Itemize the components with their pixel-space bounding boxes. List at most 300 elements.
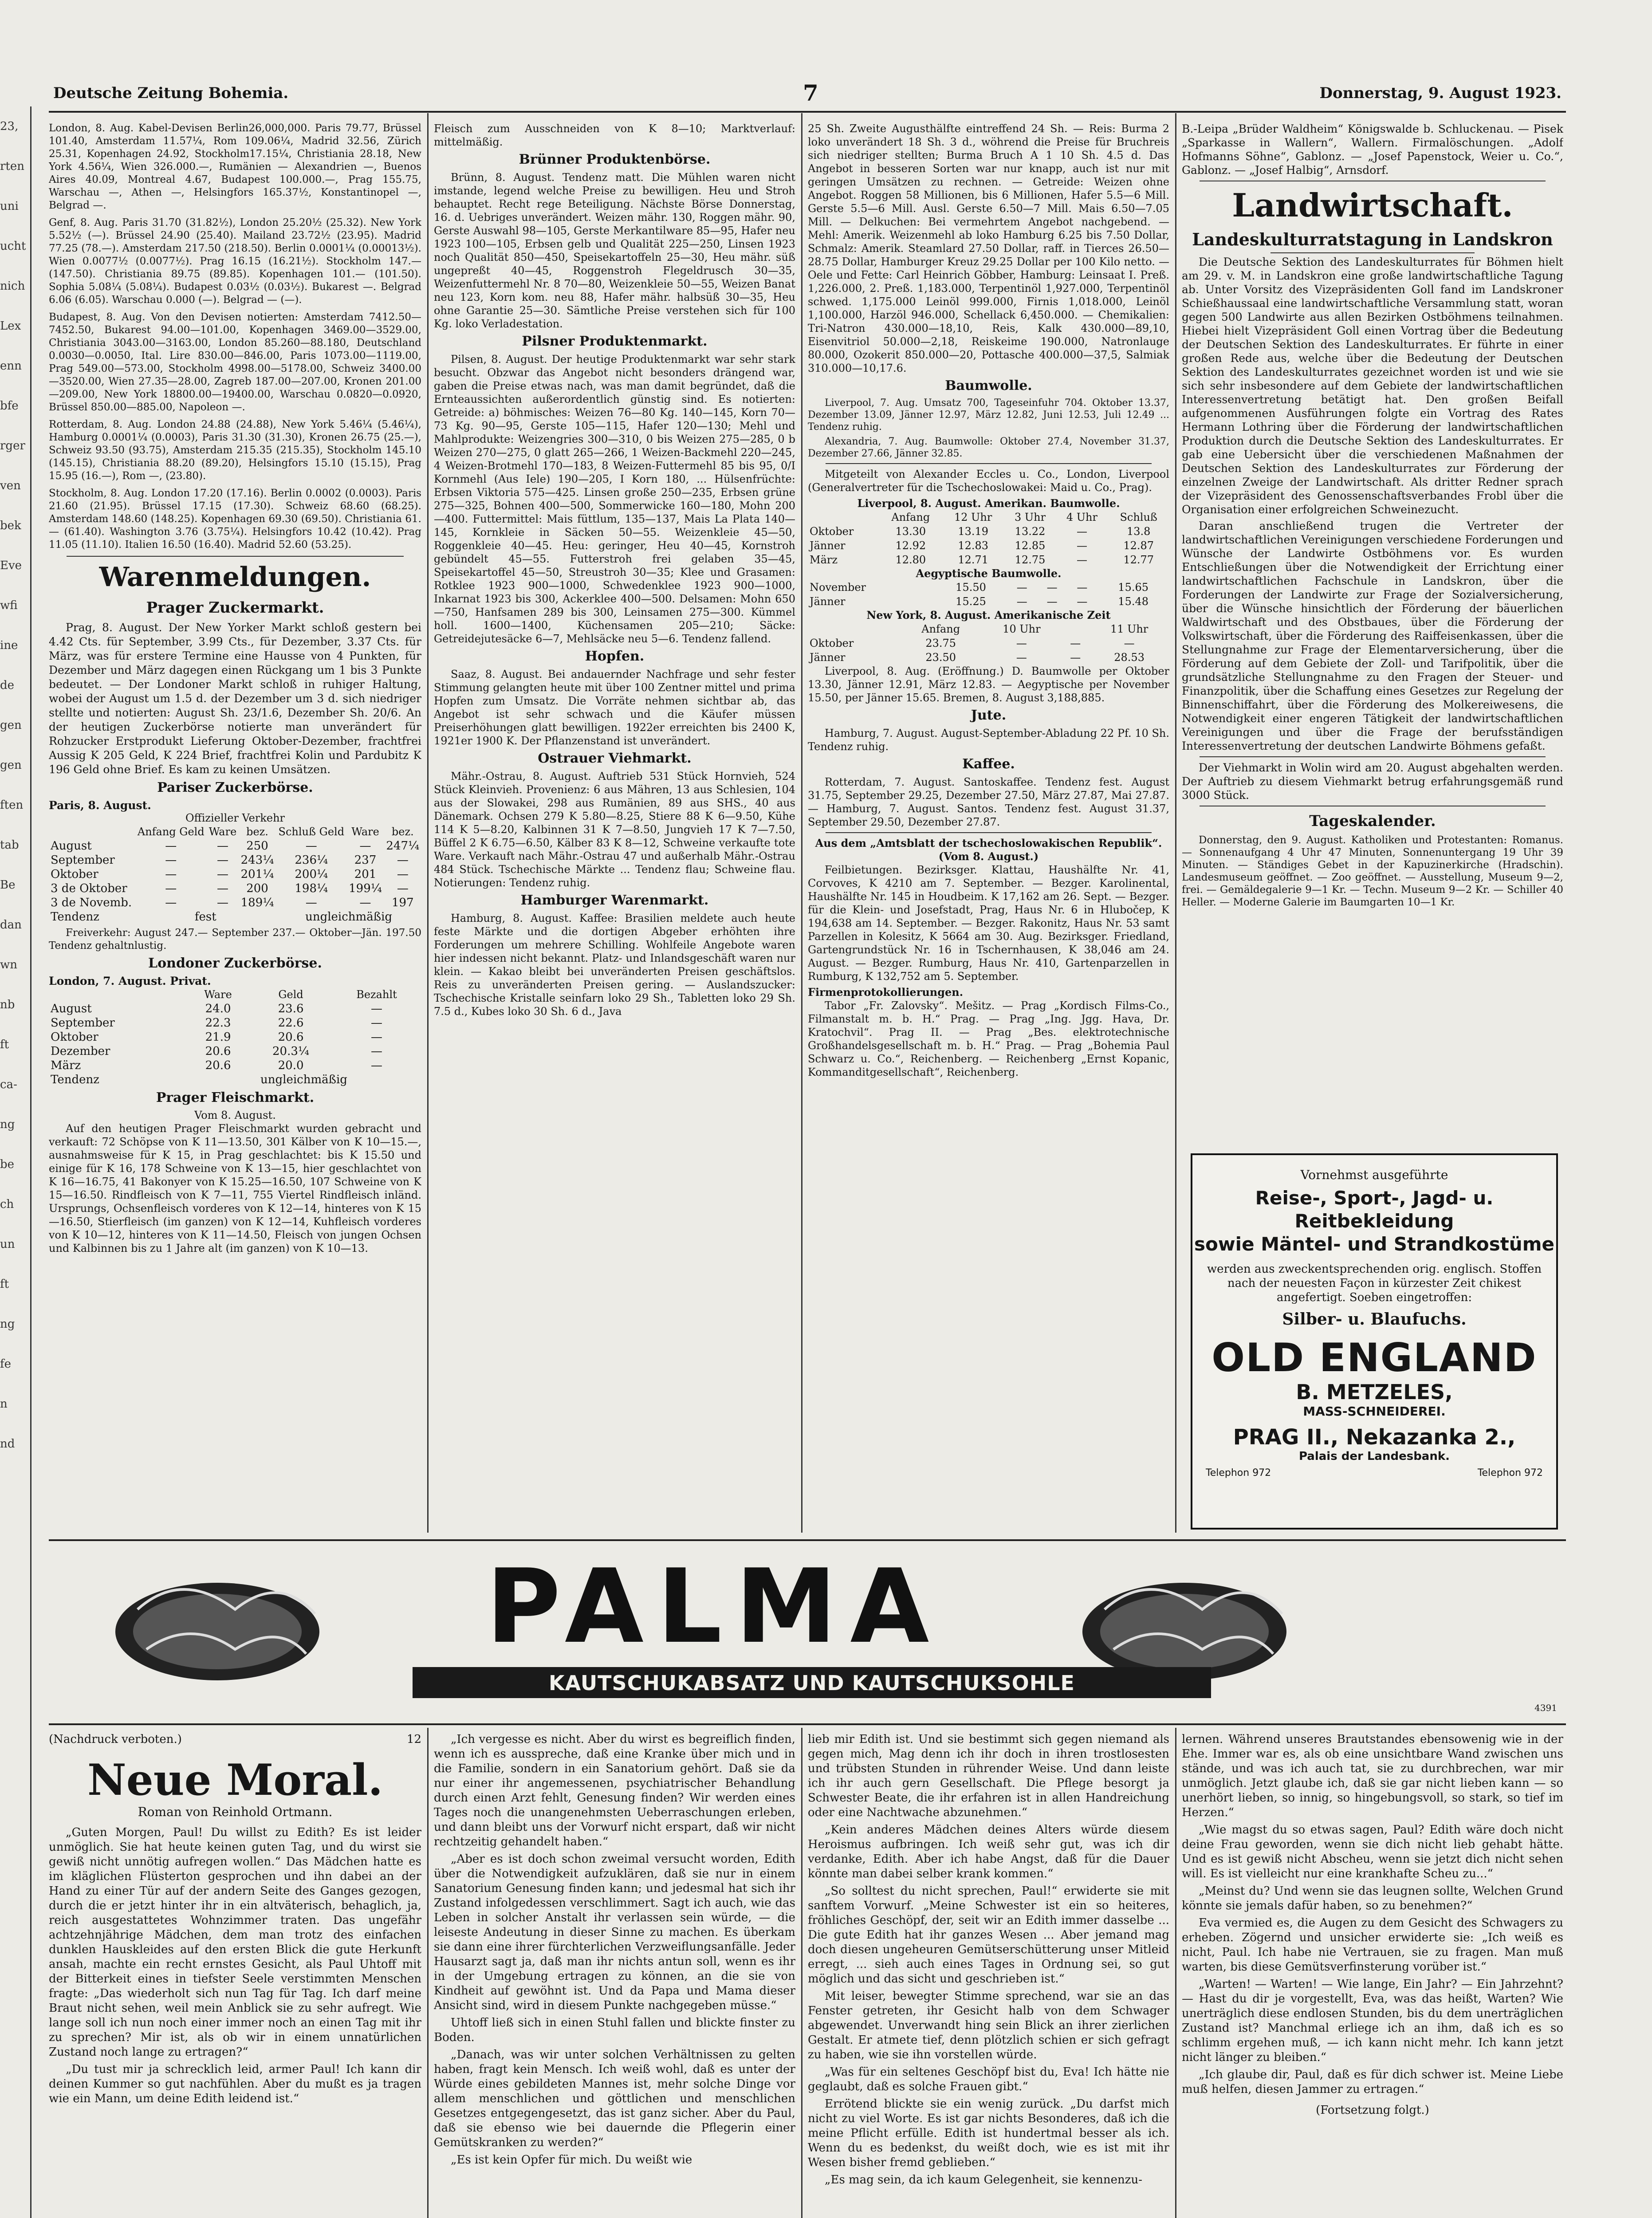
serial-paragraph: „Guten Morgen, Paul! Du willst zu Edith? Es ist leider unmöglich. Sie hat heute keinen guten Tag, und du wirst sie gewiß nicht unnötig aufregen wollen.“ Das Mädchen hatte es im kläglichen Flüsterton gesprochen und ihn dabei an der Hand zu einer Tür auf der andern Seite des Ganges gezogen, durch die er jetzt hinter ihr in ein altväterisch, behaglich, ja, reich ausgestattetes Wohnzimmer traten. Das ungefähr achtzehnjährige Mädchen, dem man trotz des einfachen dunklen Hauskleides auf den ersten Blick die gute Herkunft ansah, machte ein recht ernstes Gesicht, als Paul Uhtoff mit der Bitterkeit eines in tiefster Seele verstimmten Menschen fragte: „Das wiederholt sich nun Tag für Tag. Ich darf meine Braut nicht sehen, weil mein Anblick sie zu sehr aufregt. Wie lange soll ich nun noch einer immer noch an einen Tag mit ihr zu sprechen? Mir ist, als ob wir in einem unnatürlichen Zustand noch lange zu ertragen?“ [49,1826,421,2059]
cell: 21.9 [205,1030,231,1044]
cell: — [216,868,228,881]
serial-paragraph: Uhtoff ließ sich in einen Stuhl fallen und blickte finster zu Boden. [434,2016,795,2044]
margin-fragment: fe [0,1357,12,1371]
table-header: Anfang [891,511,930,523]
table-header: 12 Uhr [954,511,992,523]
cell: 15.50 [956,581,986,594]
cell: — [359,839,371,853]
jute-heading: Jute. [971,708,1007,723]
firmen-heading: Firmenprotokollierungen. [808,986,964,999]
cell: Tendenz [51,1073,99,1086]
table-row [49,853,421,867]
cell: — [397,853,409,867]
margin-fragment: bek [0,519,21,532]
cell: — [370,1002,382,1015]
ad-headline: Reise-, Sport-, Jagd- u. Reitbekleidung [1255,1187,1494,1232]
ad-owner: B. METZELES, [1296,1380,1453,1404]
serial-paragraph: „So solltest du nicht sprechen, Paul!“ erwiderte sie mit sanftem Vorwurf. „Meine Schwester ist ein so heiteres, fröhliches Geschöpf, der, seit wir an Edith immer dasselbe ... Die gute Edith hat ihr ganzes Wesen ... Aber jemand mag doch diesen ungeheuren Gemütserschütterung unser Mitleid erregt, ... sieh auch eines Tages in Ordnung sei, so gut möglich und das sicht und geschrieben ist.“ [808,1884,1169,1986]
cell: — [1016,581,1027,594]
margin-fragment: 23, [0,120,19,133]
cell: 15.65 [1118,581,1149,594]
column-rule [427,1728,429,2218]
table-header: 10 Uhr [1003,623,1041,635]
cell: — [1076,539,1087,552]
cell: — [1077,581,1088,594]
table-header [808,510,879,524]
cell: 237 [354,853,377,867]
table-header [49,987,186,1002]
newyork-cotton-table [808,622,1169,665]
cell: 12.87 [1123,539,1154,552]
banner-top-rule [49,1539,1566,1541]
cell: Oktober [51,1030,98,1044]
ad-intro: Vornehmst ausgeführte [1300,1168,1448,1182]
cell: — [1046,581,1058,594]
serial-column-4 [1182,1732,1563,2218]
serial-paragraph: „Was für ein seltenes Geschöpf bist du, Eva! Ich hätte nie geglaubt, daß es solche Frauen gibt.“ [808,2065,1169,2093]
jute-text: Hamburg, 7. August. August-September-Abladung 22 Pf. 10 Sh. Tendenz ruhig. [808,727,1169,753]
cell: — [1070,637,1081,649]
table-row [808,580,1169,594]
section-divider [826,832,1152,833]
margin-fragment: wfi [0,599,18,612]
cell: 201¼ [240,868,274,881]
serial-paragraph: „Ich vergesse es nicht. Aber du wirst es begreiflich finden, wenn ich es ausspreche, daß eine Kranke über mich und in die Familie, sondern in ein Sanatorium gehört. Daß sie da nur einer ihr angemessenen, psychiatrischer Behandlung durch einen Arzt fehlt, Genesung finden? Wir werden eines Tages noch die unangenehmsten Ueberraschungen erleben, und dann bleibt uns der Vorwurf nicht erspart, daß wir nicht rechtzeitig gehandelt haben.“ [434,1733,795,1848]
table-header: Bezahlt [356,988,397,1001]
palm-left-icon [115,1583,319,1680]
ostrau-heading: Ostrauer Viehmarkt. [538,751,692,766]
amtsblatt-heading: Aus dem „Amtsblatt der tschechoslowakischen Republik“. (Vom 8. August.) [815,837,1162,863]
firmen-text: Tabor „Fr. Zalovsky“. Mešitz. — Prag „Kordisch Films-Co., Filmanstalt m. b. H.“ Prag. — Prag „Ing. Jgg. Hava, Dr. Kratochvil“. Prag II. — Prag „Bes. elektrotechnische Großhandelsgesellschaft m. b. H.“ Prag. — Prag „Bohemia Paul Schwarz u. Co.“, Reichenberg. — Reichenberg „Ernst Kopanic, Kommanditgesellschaft“, Reichenberg. [808,999,1169,1078]
commodities-column [808,122,1169,1546]
serial-column-1 [49,1732,421,2218]
cell: 12.80 [895,554,926,566]
cell: — [1124,637,1135,649]
margin-fragment: nb [0,998,15,1011]
boerse-report: Budapest, 8. Aug. Von den Devisen notierten: Amsterdam 7412.50—7452.50, Bukarest 94.00—101.00, Kopenhagen 3469.00—3529.00, Christiania 3043.00—3163.00, London 85.260—88.180, Deutschland 0.0030—0.0050, Ital. Lire 830.00—846.00, Paris 1073.00—1119.00, Prag 549.00—573.00, Stockholm 4998.00—5178.00, Schweiz 3400.00—3520.00, Wien 27.35—28.00, Zagreb 187.00—207.00, Kronen 201.00—209.00, New York 18800.00—19400.00, Warschau 0.0820—0.0920, Brüssel 850.00—885.00, Napoleon —. [49,311,421,413]
bruenner-heading: Brünner Produktenbörse. [519,152,711,167]
margin-fragment: gen [0,719,22,732]
serial-paragraph: „Warten! — Warten! — Wie lange, Ein Jahr? — Ein Jahrzehnt? — Hast du dir je vorgestellt, Eva, was das heißt, Warten? Wie unerträglich diese endlosen Stunden, bis du dem unerträglichen Zustand ist? Manchmal erliege ich an ihm, daß ich es so schlimm ergehen muß, — ich kann nicht mehr. Ich kann jetzt nicht länger zu bleiben.“ [1182,1978,1563,2064]
cell: 12.75 [1015,554,1046,566]
boerse-report: Genf, 8. Aug. Paris 31.70 (31.82½), London 25.20½ (25.32). New York 5.52½ (—). Brüssel 24.90 (25.40). Mailand 23.72½ (23.95). Madrid 77.25 (78.—). Amsterdam 217.50 (218.50). Berlin 0.0001¼ (0.00013½). Wien 0.0077½ (0.0077½). Prag 16.15 (16.21½). Stockholm 147.— (147.50). Christiania 89.75 (89.85). Kopenhagen 101.— (101.50). Sophia 5.08¼ (5.08¼). Budapest 0.03½ (0.03½). Bukarest —. Belgrad 6.06 (6.05). Warschau 0.000 (—). Belgrad — (—). [49,217,421,306]
serial-paragraph: Errötend blickte sie ein wenig zurück. „Du darfst mich nicht zu viel Worte. Es ist gar nichts Besonderes, daß ich die meine Pflicht erfülle. Edith ist hundertmal besser als ich. Wenn du es bedenkst, du weißt doch, wie es ist mit ihr Wesen bisher fremd geblieben.“ [808,2097,1169,2169]
palma-logo: PALMA [486,1548,943,1666]
hopfen-heading: Hopfen. [585,649,645,664]
intro-text: Fleisch zum Ausschneiden von K 8—10; Marktverlauf: mittelmäßig. [434,122,795,148]
cell: — [1070,651,1081,664]
newyork-heading: New York, 8. August. Amerikanische Zeit [866,609,1111,621]
cell: 20.0 [278,1059,304,1072]
margin-fragment: be [0,1158,15,1171]
column-rule [801,113,802,1533]
margin-fragment: gen [0,759,22,772]
margin-fragment: ng [0,1317,15,1331]
cell: 250 [246,839,268,853]
margin-fold-line [30,106,31,2218]
ad-address: PRAG II., Nekazanka 2., [1233,1425,1516,1450]
cell: September [51,853,115,867]
hamburg-continued: 25 Sh. Zweite Augusthälfte eintreffend 24 Sh. — Reis: Burma 2 loko unverändert 18 Sh. 3 d., wöhrend die Preise für Bruchreis sich niedriger stellten; Burma Bruch A 1 10 Sh. 4.5 d. Das Angebot in besseren Sorten war nur knapp, auch ist nur mit geringen Umsätzen zu rechnen. — Getreide: Weizen ohne Angebot. Roggen 58 Millionen, bis 6 Millionen, Hafer 5.5—6 Mill. Gerste 5.5—6 Mill. Ausl. Gerste 6.50—7 Mill. Mais 6.50—7.05 Mill. — Delkuchen: Bei vermehrtem Angebot nachgebend. — Mehl: Amerik. Weizenmehl ab loko Hamburg 6.25 bis 7.50 Dollar, Schmalz: Amerik. Steamlard 27.50 Dollar, raff. in Tierces 26.50—28.75 Dollar, Hamburger Kreuz 29.25 Dollar per 100 Kilo netto. — Oele und Fette: Carl Heinrich Göbber, Hamburg: Leinsaat I. Preß. 1,226.000, 2. Preß. 1,183.000, Terpentinöl 1,927.000, Terpentinöl schwed. 1,175.000 Leinöl 999.000, Firnis 1,018.000, Leinöl 1,100.000, Harzöl 946.000, Schellack 6,450.000. — Chemikalien: Tri-Natron 430.000—18,10, Reis, Kalk 430.000—89,10, Eisenvitriol 50.000—2,18, Reiskeime 190.000, Natronlauge 80.000, Ozokerit 850.000—20, Pottasche 400.000—37,5, Salmiak 310.000—10,17.6. [808,122,1169,374]
left-margin-strip [0,106,27,1526]
newspaper-name: Deutsche Zeitung Bohemia. [53,84,289,102]
cell: — [370,1030,382,1044]
cell: 247¼ [386,839,420,853]
table-row [49,1002,421,1016]
cell: 3 de Oktober [51,882,127,895]
table-header [49,825,135,839]
serial-paragraph: Eva vermied es, die Augen zu dem Gesicht des Schwagers zu erheben. Zögernd und unsicher erwiderte sie: „Ich weiß es nicht, Paul. Ich habe nie Vertrauen, sie zu fragen. Man muß warten, bis diese Gemütsverfinsterung vorüber ist.“ [1182,1916,1563,1974]
serial-paragraph: lernen. Während unseres Brautstandes ebensowenig wie in der Ehe. Immer war es, als ob eine unsichtbare Wand zwischen uns stände, und was ich auch tat, sie zu durchbrechen, war mir unmöglich. Jetzt glaube ich, daß sie gar nicht lieben kann — so unerhört lieben, so innig, so hingebungsvoll, so stark, so tief im Herzen.“ [1182,1733,1563,1819]
london-dateline: London, 7. August. Privat. [49,975,211,987]
pariser-heading: Pariser Zuckerbörse. [157,780,313,795]
serial-paragraph: „Ich glaube dir, Paul, daß es für dich schwer ist. Meine Liebe muß helfen, diesen Jammer zu ertragen.“ [1182,2068,1563,2096]
margin-fragment: ucht [0,240,26,253]
table-row [49,1073,421,1087]
cell: 24.0 [205,1002,231,1015]
aegypt-heading: Aegyptische Baumwolle. [916,567,1062,580]
kaffee-text: Rotterdam, 7. August. Santoskaffee. Tendenz fest. August 31.75, September 29.25, Dezember 27.50, März 27.87, Mai 27.87. — Hamburg, 7. August. Santos. Tendenz fest. August 31.37, September 29.50, Dezember 27.87. [808,776,1169,828]
cell: November [810,581,866,594]
cell: — [1016,637,1027,649]
margin-fragment: ft [0,1278,9,1291]
palma-banner[interactable] [49,1543,1566,1720]
fleisch-text: Auf den heutigen Prager Fleischmarkt wurden gebracht und verkauft: 72 Schöpse von K 11—13.50, 301 Kälber von K 10—15.—, ausnahmsweise für K 15, in Prag geschlachtet: bis K 15.50 und einige für K 16, 178 Schweine von K 13—15, hier geschlachtet von K 16—16.75, 41 Bakonyer von K 15.25—16.50, 107 Schweine von K 15—16.50. Rindfleisch von K 7—11, 755 Viertel Rindfleisch inländ. Ursprungs, Ochsenfleisch vorderes von K 12—14, hinteres von K 15—16.50, Stierfleisch (im ganzen) von K 12—14, Kuhfleisch vorderes von K 10—12, hinteres von K 11—14.50, Fleisch von jungen Ochsen und Kalbinnen bis zu 1 Jahre alt (im ganzen) von K 10—13. [49,1122,421,1255]
market-reports-column [49,122,421,1546]
alexandria-report: Alexandria, 7. Aug. Baumwolle: Oktober 27.4, November 31.37, Dezember 27.66, Jänner 32.85. [808,436,1169,459]
section-divider [826,463,1152,464]
margin-fragment: un [0,1238,15,1251]
hamburger-heading: Hamburger Warenmarkt. [520,893,709,908]
margin-fragment: uni [0,200,19,213]
liverpool-cotton-table [808,510,1169,567]
margin-fragment: wn [0,958,17,971]
ad-owner-sub: MASS-SCHNEIDEREI. [1303,1404,1446,1419]
cell: — [165,853,177,867]
cell: — [397,868,409,881]
cell: Jänner [810,651,846,664]
old-england-ad[interactable] [1191,1153,1558,1530]
margin-fragment: ften [0,798,24,812]
cell: 200 [246,882,268,895]
tageskalender-heading: Tageskalender. [1309,812,1436,830]
cell: — [216,853,228,867]
table-header: Ware [204,988,232,1001]
ad-code: 4391 [1534,1703,1557,1713]
margin-fragment: ft [0,1038,9,1051]
margin-fragment: nd [0,1437,15,1451]
table-row [808,650,1169,665]
margin-fragment: ven [0,479,21,492]
cell: 23.75 [925,637,956,649]
cell: 15.48 [1118,595,1149,608]
cell: — [370,1045,382,1058]
margin-fragment: Be [0,878,16,892]
cell: August [51,839,92,853]
agriculture-column [1182,122,1563,1178]
margin-fragment: ch [0,1198,14,1211]
masthead-rule [49,111,1566,113]
margin-fragment: ine [0,639,18,652]
margin-fragment: rten [0,160,25,173]
cell: 13.22 [1015,525,1046,538]
paris-table-heading: Offizieller Verkehr [185,812,285,824]
table-row [49,896,421,910]
table-header: Anfang [921,623,960,635]
cell: August [51,1002,92,1015]
table-row [49,867,421,881]
serial-header [49,1732,421,1747]
table-row [808,553,1169,567]
margin-fragment: rger [0,439,25,452]
table-row [49,1016,421,1030]
cell: ungleichmäßig [260,1073,347,1086]
cell: 20.6 [205,1059,231,1072]
margin-fragment: ca- [0,1078,17,1091]
table-row [49,1030,421,1044]
serial-paragraph: „Danach, was wir unter solchen Verhältnissen zu gelten haben, fragt kein Mensch. Ich weiß wohl, daß es unter der Würde eines gebildeten Mannes ist, mehr solche Dinge vor allem menschlichen und göttlichen und menschlichen Gesetzes entgegengesetzt, das ist ganz sicher. Aber du Paul, daß sie ebenso wie bei dauernde die Pflegerin einer Gemütskranken zu werden?“ [434,2048,795,2149]
cell: 236¼ [295,853,328,867]
cell: Dezember [51,1045,110,1058]
masthead [53,80,1562,109]
cell: 13.30 [895,525,926,538]
table-header: Schluß [1120,511,1157,523]
paris-freiverkehr: Freiverkehr: August 247.— September 237.— Oktober—Jän. 197.50 Tendenz gehaltnlustig. [49,927,421,952]
paris-dateline: Paris, 8. August. [49,799,151,812]
serial-paragraph: „Es ist kein Opfer für mich. Du weißt wie [451,2153,692,2167]
cell: 3 de Novemb. [51,896,132,909]
liverpool-amer-heading: Liverpool, 8. August. Amerikan. Baumwolle. [857,497,1120,510]
issue-date: Donnerstag, 9. August 1923. [1319,84,1562,102]
table-header: 11 Uhr [1110,623,1149,635]
cell: 12.77 [1123,554,1154,566]
cell: — [370,1016,382,1030]
hamburger-text: Hamburg, 8. August. Kaffee: Brasilien meldete auch heute feste Märkte und die dortigen Abgeber erhöhten ihre Forderungen um mehrere Schilling. Wohlfeile Angebote waren hier indessen nicht bekannt. Platz- und Inlandsgeschäft waren nur klein. — Kakao bleibt bei unveränderten Preisen geschäftslos. Reis zu unveränderten Preisen gering. — Auslandszucker: Tschechische Kristalle seinfarn loko 29 Sh., Tabletten loko 29 Sh. 7.5 d., Kubes loko 30 Sh. 6 d., Java [434,912,795,1018]
pilsner-text: Pilsen, 8. August. Der heutige Produktenmarkt war sehr stark besucht. Obzwar das Angebot nicht besonders drängend war, gaben die Preise etwas nach, was man damit begründet, daß die Ernteaussichten außerordentlich günstig sind. Es notierten: Getreide: a) böhmisches: Weizen 76—80 Kg. 140—145, Korn 70—73 Kg. 90—95, Gerste 105—115, Hafer 120—130; Mehl und Mahlprodukte: Weizengries 300—310, 0 bis Weizen 275—285, 0 b Weizen 270—275, 0 glatt 265—266, 1 Weizen-Backmehl 220—245, 4 Weizen-Brotmehl 170—183, 8 Weizen-Futtermehl 85 bis 95, 0/I Kornmehl (Aus Iele) 190—205, I Korn 180, ... Hülsenfrüchte: Erbsen Viktoria 575—425. Linsen große 250—235, Erbsen grüne 275—325, Bohnen 400—500, Sommerwicke 160—180, Mohn 200—400. Futtermittel: Mais füttlum, 135—137, Mais La Plata 140—145, Kornkleie in Säcken 50—55. Weizenkleie 45—50, Roggenkleie 40—45. Heu: geringer, Heu 40—45, Kornstroh gebündelt 45—55. Futterstroh frei gelaben 35—45, Speisekartoffel 45—50, Streustroh 30—35; Klee und Grasamen: Rotklee 1923 900—1000, Schwedenklee 1923 900—1000, Inkarnat 1923 bis 300, Ackerklee 400—500. Delsamen: Mohn 650—750, Hanfsamen 289 bis 300, Leinsamen 275—300. Kümmel holl. 1600—1400, Küchensamen 205—210; Säcke: Getreidejutesäcke 6—7, Mehlsäcke neu 5—6. Tendenz fallend. [434,353,795,645]
table-header: 3 Uhr [1015,511,1046,523]
amtsblatt-text: Feilbietungen. Bezirksger. Klattau, Haushälfte Nr. 41, Corvoves, K 4210 am 7. September. — Bezger. Karolinental, Haushälfte Nr. 145 in Houdbeim. K 17,162 am 26. Sept. — Bezger. für die Klein- und Josefstadt, Prag, Haus Nr. 6 in Hlubočep, K 194,638 am 14. September. — Bezger. Rakonitz, Haus Nr. 53 samt Parzellen in Kolesitz, K 5664 am 30. Aug. Bezirksger. Friedland, Gartengrundstück Nr. 16 in Tschernhausen, K 38,046 am 24. August. — Bezger. Rumburg, Haus Nr. 410, Gartenparzellen in Rumburg, K 132,752 am 5. September. [808,864,1169,983]
table-header: Schluß Geld [278,826,345,838]
warenmeldungen-heading: Warenmeldungen. [99,562,371,593]
column-rule [1175,113,1176,1533]
section-divider [1270,252,1475,253]
boerse-report: London, 8. Aug. Kabel-Devisen Berlin26,000,000. Paris 79.77, Brüssel 101.40, Amsterdam 11.57¼, Rom 109.06¼, Madrid 32.56, Zürich 25.31, Kopenhagen 24.92, Stockholm17.15¼, Christiania 28.18, New York 4.56¼, Wien 326.000.—, Rumänien — Alexandrien —, Buenos Aires 40.09, Montreal 4.67, Budapest 100.000.—, Prag 155.75, Warschau —, Athen —, Helsingfors 165.37½, Konstantinopel —, Belgrad —. [49,122,421,211]
margin-fragment: dan [0,918,22,932]
cell: 20.6 [278,1030,304,1044]
table-header: 4 Uhr [1066,511,1097,523]
ad-address-sub: Palais der Landesbank. [1298,1450,1450,1463]
cell: — [397,882,409,895]
cell: 12.71 [958,554,989,566]
tageskalender-text: Donnerstag, den 9. August. Katholiken und Protestanten: Romanus. — Sonnenaufgang 4 Uhr 47 Minuten, Sonnenuntergang 19 Uhr 39 Minuten. — Ständiges Gebet in der Kapuzinerkirche (Hradschin). Landesmuseum geöffnet. — Zoo geöffnet. — Ausstellung, Museum 9—2, frei. — Gemäldegalerie 9—1 Kr. — Techn. Museum 9—2 Kr. — Schiller 40 Heller. — Moderne Galerie im Baumgarten 10—1 Kr. [1182,834,1563,908]
cell: — [1076,554,1087,566]
kaffee-heading: Kaffee. [962,756,1015,772]
column-rule [801,1728,802,2218]
table-header [1062,622,1089,636]
cell: Oktober [810,637,854,649]
table-row [808,524,1169,539]
ad-brand: OLD ENGLAND [1211,1335,1537,1380]
liverpool-report: Liverpool, 7. Aug. Umsatz 700, Tageseinfuhr 704. Oktober 13.37, Dezember 13.09, Jänner 12.97, März 12.82, Juni 12.53, Juli 12.49 ... Tendenz ruhig. [808,397,1169,433]
margin-fragment: de [0,679,15,692]
cell: — [216,882,228,895]
serial-paragraph: lieb mir Edith ist. Und sie bestimmt sich gegen niemand als gegen mich, Mag denn ich ihr doch in ihren trostlosesten und trübsten Stunden in rührender Weise. Und dann leiste ich ihr auch gern Gesellschaft. Die Pflege besorgt ja Schwester Beate, die ihr erfahren ist in allen Handreichung oder eine Nachtwache abzunehmen.“ [808,1733,1169,1819]
firm-credit: Mitgeteilt von Alexander Eccles u. Co., London, Liverpool (Generalvertreter für die Tschechoslowakei: Maid u. Co., Prag). [808,468,1169,494]
boerse-report: Rotterdam, 8. Aug. London 24.88 (24.88), New York 5.46¼ (5.46¼), Hamburg 0.0001¼ (0.0003), Paris 31.30 (31.30), Kronen 26.75 (25.—), Schweiz 93.50 (93.75), Amsterdam 215.35 (215.35), Stockholm 145.10 (145.15), Christiania 88.20 (89.20), Helsingfors 15.10 (15.15), Prag 15.95 (16.—), Rom —, (23.80). [49,419,421,482]
table-row [49,1044,421,1058]
paris-sugar-table [49,825,421,924]
fleisch-heading: Prager Fleischmarkt. [156,1090,315,1105]
cell: März [810,554,838,566]
cell: — [165,896,177,909]
cell: 20.3¼ [272,1045,310,1058]
cell: 201 [354,868,377,881]
cell: 12.83 [958,539,989,552]
serial-paragraph: „Es mag sein, da ich kaum Gelegenheit, sie kennenzu- [825,2173,1143,2187]
cell: — [370,1059,382,1072]
table-header: Geld [278,988,303,1001]
margin-fragment: Eve [0,559,22,572]
table-header: Ware [208,826,237,838]
table-header: Ware [351,826,379,838]
palma-tagline: KAUTSCHUKABSATZ UND KAUTSCHUKSOHLE [549,1671,1075,1695]
cell: März [51,1059,81,1072]
serial-paragraph: „Kein anderes Mädchen deines Alters würde diesem Heroismus aufbringen. Ich weiß sehr gut, was ich dir verdanke, Edith. Aber ich habe Angst, daß für die Dauer könnte man dabei selber krank kommen.“ [808,1823,1169,1880]
cell: — [1077,595,1088,608]
serial-paragraph: „Wie magst du so etwas sagen, Paul? Edith wäre doch nicht deine Frau geworden, wenn sie dich nicht lieb gehabt hätte. Und es ist gewiß nicht Abscheu, wenn sie jetzt dich nicht sehen will. Es ist vielleicht nur eine krankhafte Scheu zu...“ [1182,1823,1563,1880]
cell: — [165,868,177,881]
cell: 199¼ [349,882,382,895]
table-row [49,839,421,853]
table-header: bez. [391,826,414,838]
installment-number: 12 [406,1733,421,1746]
ostrau-text: Mähr.-Ostrau, 8. August. Auftrieb 531 Stück Hornvieh, 524 Stück Kleinvieh. Provenienz: 6 aus Mähren, 13 aus Schlesien, 104 aus der Slowakei, 298 aus Rumänien, 89 aus SHS., 40 aus Dänemark. Ochsen 279 K 5.80—8.25, Stiere 88 K 6—9.50, Kühe 114 K 5—8.20, Kalbinnen 31 K 7—8.50, Jungvieh 17 K 7—7.50, Büffel 2 K 6.75—6.50, Kälber 83 K 8—12, Schweine verkaufte tote Ware. Verkauft nach Mähr.-Ostrau 47 und außerhalb Mähr.-Ostrau 484 Stück. Tschechische Märkte ... Tendenz flau; Schweine flau. Notierungen: Tendenz ruhig. [434,770,795,889]
londoner-heading: Londoner Zuckerbörse. [148,956,322,971]
ad-phone-left: Telephon 972 [1206,1467,1271,1479]
serial-paragraph: „Aber es ist doch schon zweimal versucht worden, Edith über die Notwendigkeit aufzuklären, daß sie nur in einem Sanatorium Genesung finden kann; und jedesmal hat sich ihr Zustand infolgedessen verschlimmert. Sagt ich auch, wie das Leben in solcher Anstalt ihr verlassen sein würde, — die leiseste Andeutung in dieser Sinne zu machen. Es überkam sie dann eine ihrer fürchterlichen Verzweiflungsanfälle. Jeder Hausarzt sagt ja, daß man ihr nichts antun soll, wenn es ihr in der Umgebung ertragen zu können, an die sie von Kindheit auf gewöhnt ist. Und da Papa und Mama dieser Ansicht sind, wird in diesem Punkte nachgegeben müsse.“ [434,1852,795,2012]
serial-title: Neue Moral. [87,1755,383,1805]
margin-fragment: enn [0,359,22,373]
table-row [808,539,1169,553]
palm-right-icon [1082,1583,1286,1680]
bruenner-text: Brünn, 8. August. Tendenz matt. Die Mühlen waren nicht imstande, legend welche Preise zu bewilligen. Heu und Stroh behauptet. Recht rege Beteiligung. Nächste Börse Donnerstag, 16. d. Uebriges unverändert. Weizen mähr. 130, Roggen mähr. 90, Gerste Auswahl 98—105, Gerste Merkantilware 85—95, Hafer neu 1923 100—105, Erbsen gelb und Qualität 225—250, Linsen 1923 noch Qualität 850—450, Speisekartoffeln 25—30, Heu mähr. süß ungepreßt 40—45, Roggenstroh Flegeldrusch 30—35, Weizenfuttermehl Nr. 8 70—80, Weizenkleie 50—55, Weizen Banat neu 123, Korn kom. neu 88, Hafer mähr. halbsüß 30—35, Heu ohne Garantie 25—30. Sämtliche Preise verstehen sich für 100 Kg. loko Verladestation. [434,171,795,330]
ad-phone-right: Telephon 972 [1477,1467,1543,1479]
cell: — [216,839,228,853]
cell: September [51,1016,115,1030]
column-rule [427,113,429,1533]
cell: Oktober [51,868,98,881]
cell: — [305,839,317,853]
pilsner-heading: Pilsner Produktenmarkt. [522,334,708,349]
serial-paragraph: „Du tust mir ja schrecklich leid, armer Paul! Ich kann dir deinen Kummer so gut nachfühlen. Aber du mußt es ja tragen wie ein Mann, um deine Edith leidend ist.“ [49,2063,421,2105]
zucker-heading: Prager Zuckermarkt. [146,599,324,617]
section-divider [1200,756,1546,757]
firm-notes: B.-Leipa „Brüder Waldheim“ Königswalde b. Schluckenau. — Pisek „Sparkasse in Wallern“, Wallern. Firmalöschungen. „Adolf Hofmanns Söhne“, Gablonz. — „Josef Papenstock, Weier u. Co.“, Gablonz. — „Josef Halbig“, Arnsdorf. [1182,122,1563,177]
tagung-heading: Landeskulturratstagung in Landskron [1192,229,1553,249]
banner-bottom-rule [49,1723,1566,1725]
baumwolle-heading: Baumwolle. [945,378,1032,393]
margin-fragment: Lex [0,319,21,333]
london-sugar-table [49,987,421,1087]
cell: 189¼ [240,896,274,909]
margin-fragment: bfe [0,399,19,413]
cell: 20.6 [205,1045,231,1058]
cell: 243¼ [240,853,274,867]
cell: Jänner [810,595,846,608]
cell: — [359,896,371,909]
tagung-text: Die Deutsche Sektion des Landeskulturrates für Böhmen hielt am 29. v. M. in Landskron eine große landwirtschaftliche Tagung ab. Unter Vorsitz des Vizepräsidenten Goll fand im Landskroner Schießhaussaal eine landwirtschaftliche Versammlung statt, woran gegen 500 Landwirte aus allen Bezirken Ostböhmens teilnahmen. Hiebei hielt Vizepräsident Goll einen Vortrag über die Bedeutung der Deutschen Sektion des Landeskulturrates. Er führte in einer großen Rede aus, welche über die Bedeutung der Deutschen Sektion des Landeskulturrates gezeichnet worden ist und wie sie sich sehr insbesondere auf dem Gebiete der landwirtschaftlichen Interessenvertretung betätigt hat. Den großen Beifall aufgenommenen Ausführungen folgte ein Vortrag des Rates Hermann Lothring über die Förderung der landwirtschaftlichen Produktion durch die Deutsche Sektion des Landeskulturrates. Er gab eine Uebersicht über die verschiedenen Maßnahmen der Deutschen Sektion des Landeskulturrates zur Förderung der einzelnen Zweige der Landwirtschaft. Als dritter Redner sprach der Vizepräsident des Genossenschaftsverbandes Frobl über die Organisation einer erfolgreichen Schweinezucht. [1182,256,1563,516]
landwirtschaft-heading: Landwirtschaft. [1232,186,1513,224]
cell: — [165,839,177,853]
table-header: bez. [246,826,268,838]
cell: — [1016,595,1027,608]
cell: 12.85 [1015,539,1046,552]
ad-phones [1192,1463,1556,1479]
cotton-opening: Liverpool, 8. Aug. (Eröffnung.) D. Baumwolle per Oktober 13.30, Jänner 12.91, März 12.83. — Aegyptische per November 15.50, per Jänner 15.65. Bremen, 8. August 3,188,885. [808,665,1169,704]
cell: 12.92 [895,539,926,552]
aegypt-cotton-table [808,580,1169,609]
fleisch-date: Vom 8. August. [194,1109,276,1121]
cell: 13.19 [958,525,989,538]
hopfen-text: Saaz, 8. August. Bei andauernder Nachfrage und sehr fester Stimmung gelangten heute mit über 100 Zentner mittel und prima Hopfen zum Umsatz. Die Vorräte nehmen sichtbar ab, das Angebot ist sehr schwach und die Käufer müssen Preiserhöhungen glatt bewilligen. 1922er erreichten bis 2400 K, 1921er 1900 K. Der Pflanzenstand ist unverändert. [434,668,795,747]
table-row [49,1058,421,1073]
serial-byline: Roman von Reinhold Ortmann. [138,1805,333,1819]
ad-fur: Silber- u. Blaufuchs. [1282,1310,1467,1329]
margin-fragment: nich [0,279,25,293]
cell: Tendenz [51,910,99,924]
to-be-continued: (Fortsetzung folgt.) [1316,2104,1429,2117]
margin-fragment: tab [0,838,19,852]
cell: 13.8 [1126,525,1151,538]
produce-column [434,122,795,1546]
table-row [49,881,421,896]
cell: 198¼ [295,882,328,895]
cell: ungleichmäßig [305,910,393,924]
section-divider [67,556,404,557]
ad-subline: sowie Mäntel- und Strandkostüme [1194,1233,1554,1255]
cell: — [305,896,317,909]
table-header [808,622,900,636]
serial-column-3 [808,1732,1169,2218]
cell: — [1016,651,1027,664]
column-rule [1175,1728,1176,2218]
cell: 22.3 [205,1016,231,1030]
cell: 200¼ [295,868,328,881]
tagung-text-2: Daran anschließend trugen die Vertreter der landwirtschaftlichen Vereinigungen verschiedene Forderungen und Wünsche der Landwirte Ostböhmens vor. Es wurden Entschließungen über die Notwendigkeit der Errichtung einer landwirtschaftlichen Fachschule in Landskron, über die Forderungen der Landwirte zur Frage der Sozialversicherung, über die Wünsche hinsichtlich der Förderung der bäuerlichen Waldwirtschaft und des Obstbaues, über die Förderung der Volkswirtschaft, über die Förderung des Raiffeisenkassen, über die Stellungnahme zur Frage der Elementarversicherung, über die Förderung auf dem Gebiete der Zoll- und Tarifpolitik, über die grundsätzliche Stellungnahme zu den Fragen der Steuer- und Finanzpolitik, über die Schaffung eines Gesetzes zur Regelung der Binnenschiffahrt, über die Förderung des Molkereiwesens, die Notwendigkeit einer engeren Tätigkeit der landwirtschaftlichen Vereinigungen und über die Frage der berufsständigen Interessenvertretung der deutschen Landwirte Böhmens gefaßt. [1182,519,1563,752]
viehmarkt-notice: Der Viehmarkt in Wolin wird am 20. August abgehalten werden. Der Auftrieb zu diesem Viehmarkt betrug erfahrungsgemäß rund 3000 Stück. [1182,761,1563,802]
cell: — [1046,595,1058,608]
table-row [808,636,1169,650]
cell: — [216,896,228,909]
cell: — [165,882,177,895]
table-header: Anfang Geld [137,826,205,838]
ad-body: werden aus zweckentsprechenden orig. englisch. Stoffen nach der neuesten Façon in kürzester Zeit chikest angefertigt. Soeben eingetroffen: [1207,1262,1542,1304]
cell: fest [194,910,216,924]
cell: 197 [392,896,414,909]
cell: Oktober [810,525,854,538]
reprint-notice: (Nachdruck verboten.) [49,1733,182,1746]
page-number: 7 [803,80,818,106]
table-row [808,594,1169,609]
cell: 15.25 [956,595,986,608]
serial-paragraph: „Meinst du? Und wenn sie das leugnen sollte, Welchen Grund könnte sie jemals dafür haben, so zu benehmen?“ [1182,1884,1563,1912]
zucker-text: Prag, 8. August. Der New Yorker Markt schloß gestern bei 4.42 Cts. für September, 3.99 Cts., für Dezember, 3.37 Cts. für März, was für erstere Termine eine Hausse von 4 Punkten, für Dezember und März dagegen einen Rückgang um 1 bis 3 Punkte bedeutet. — Der Londoner Markt schloß in ruhiger Haltung, wobei der August um 1.5 d. der Dezember um 3 d. sich niedriger stellte und notierten: August Sh. 23/1.6, Dezember Sh. 20/6. An der heutigen Zuckerbörse notierte man unverändert für Rohzucker Erstprodukt Lieferung Oktober-Dezember, frachtfrei Aussig K 205 Geld, K 224 Brief, frachtfrei Kolin und Pardubitz K 196 Geld ohne Brief. Es kam zu keinen Umsätzen. [49,621,421,776]
margin-fragment: ng [0,1118,15,1131]
cell: 23.50 [925,651,956,664]
margin-fragment: n [0,1397,8,1411]
cell: 23.6 [278,1002,304,1015]
cell: Jänner [810,539,846,552]
